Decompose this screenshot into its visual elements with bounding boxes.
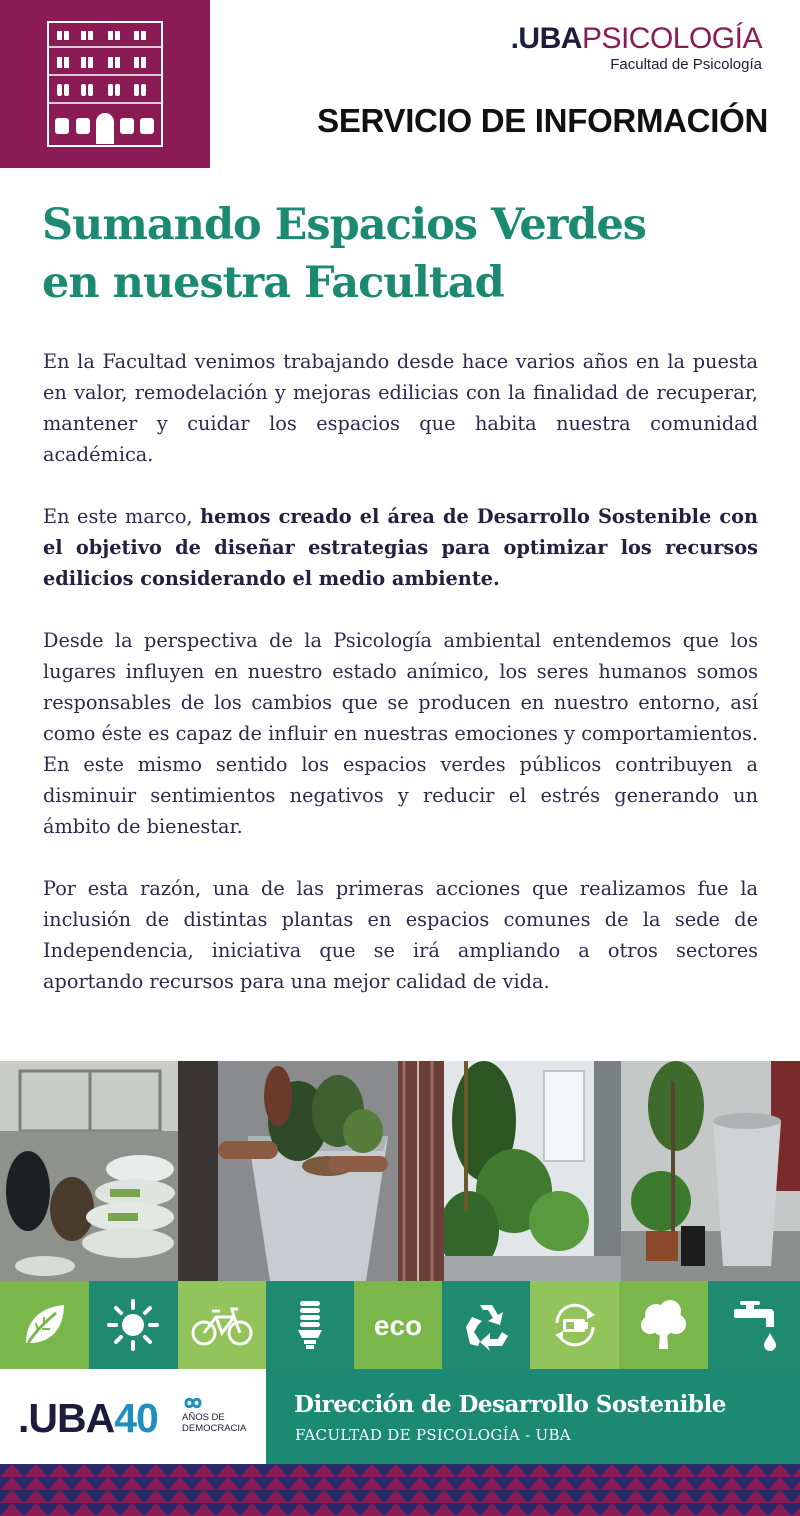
decorative-pattern [0,1464,800,1516]
direction-title: Dirección de Desarrollo Sostenible [294,1391,726,1418]
headline-line-1: Sumando Espacios Verdes [42,200,647,250]
brand-subtitle: Facultad de Psicología [610,56,762,73]
uba40-caption-line1: AÑOS DE [182,1412,225,1423]
sustainability-icon-strip [0,1281,800,1369]
icon-cell-eco [354,1281,443,1369]
tree-icon [636,1297,692,1353]
uba40-caption-line2: DEMOCRACIA [182,1423,247,1434]
uba40-caption [182,1412,262,1434]
direction-banner [266,1369,800,1464]
uba40-uba: .UBA [18,1395,115,1441]
service-title: SERVICIO DE INFORMACIÓN [317,102,768,139]
uba40-wordmark [18,1395,158,1442]
water-tap-icon [726,1297,782,1353]
paragraph-2-highlight: hemos creado el área de Desarrollo Sostenible con el objetivo de diseñar estrategias para optimizar los recursos edilicios considerando el medio ambiente. [43,505,758,590]
brand-psicologia: PSICOLOGÍA [581,22,762,55]
icon-cell-recycle [442,1281,530,1369]
photo-potted-plants [621,1061,800,1281]
battery-recycle-icon [547,1297,603,1353]
photo-soil-bags [0,1061,178,1281]
faculty-building-logo [0,0,210,168]
building-icon [0,0,210,168]
uba-psicologia-brand [511,22,762,73]
leaf-icon [16,1297,72,1353]
paragraph-2 [43,501,758,594]
photo-strip [0,1061,800,1281]
paragraph-1: En la Facultad venimos trabajando desde hace varios años en la puesta en valor, remodelación y mejoras edilicias con la finalidad de recuperar, mantener y cuidar los espacios que habita nuestra comunidad académica. [43,350,758,466]
recycle-icon [458,1297,514,1353]
brand-uba: .UBA [510,22,582,55]
icon-cell-bicycle [178,1281,266,1369]
photo-planting-hands [178,1061,444,1281]
infinity-icon [178,1396,208,1410]
page-title [42,196,772,312]
icon-cell-tap [708,1281,800,1369]
paragraph-4: Por esta razón, una de las primeras acciones que realizamos fue la inclusión de distintas plantas en espacios comunes de la sede de Independencia, iniciativa que se irá ampliando a otros sectores aportando recursos para una mejor calidad de vida. [43,877,758,993]
paragraph-3: Desde la perspectiva de la Psicología ambiental entendemos que los lugares influyen en nuestro estado anímico, los seres humanos somos responsables de los cambios que se producen en nuestro entorno, así como éste es capaz de influir en nuestras emociones y comportamientos. En este mismo sentido los espacios verdes públicos contribuyen a disminuir sentimientos negativos y reducir el estrés generando un ámbito de bienestar. [43,629,758,838]
paragraph-2-intro: En este marco, [43,505,201,528]
uba40-number: 40 [114,1395,158,1441]
photo-hallway-plants [444,1061,621,1281]
eco-icon-label: eco [373,1310,423,1341]
direction-subtitle: FACULTAD DE PSICOLOGÍA - UBA [295,1426,571,1444]
sun-icon [105,1297,161,1353]
icon-cell-leaf [0,1281,89,1369]
eco-icon [363,1297,433,1353]
uba40-logo [0,1369,266,1464]
icon-cell-sun [89,1281,178,1369]
bicycle-icon [190,1297,254,1353]
energy-bulb-icon [282,1297,338,1353]
headline-line-2: en nuestra Facultad [42,258,504,308]
article-body [43,346,758,1028]
icon-cell-tree [619,1281,708,1369]
icon-cell-battery [530,1281,619,1369]
icon-cell-bulb [266,1281,354,1369]
